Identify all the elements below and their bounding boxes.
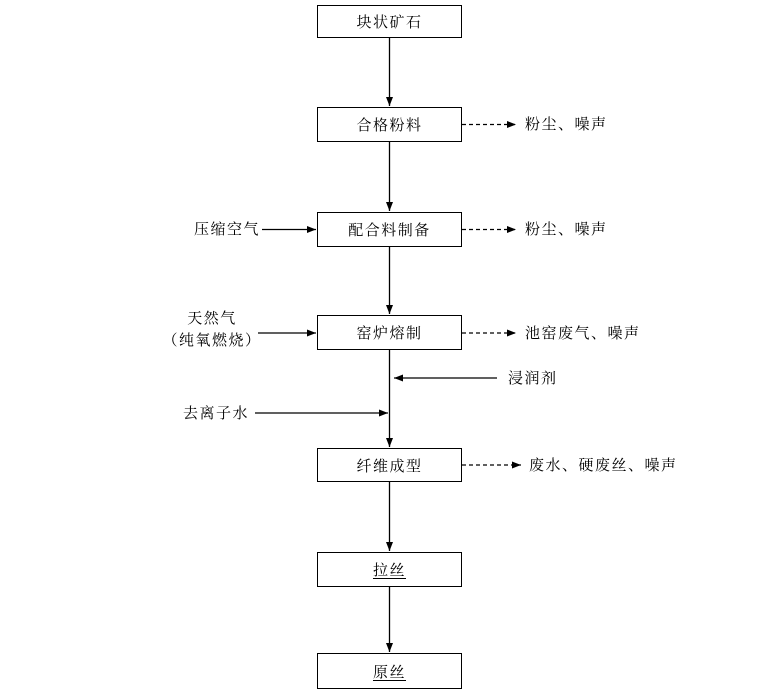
input-label-sizing-agent: 浸润剂	[508, 369, 558, 387]
emission-label-wastewater-waste-fiber-noise: 废水、硬废丝、噪声	[529, 456, 678, 474]
process-box-label: 原丝	[372, 662, 406, 681]
input-label-natural-gas	[162, 307, 262, 351]
process-box-raw-strand	[317, 653, 462, 689]
process-box-fiber-forming	[317, 448, 462, 482]
emission-label-dust-noise-1: 粉尘、噪声	[525, 115, 608, 133]
input-label-natural-gas-line2: （纯氧燃烧）	[162, 331, 262, 349]
process-box-label: 纤维成型	[356, 456, 423, 475]
input-label-compressed-air: 压缩空气	[193, 220, 260, 238]
input-label-deionized-water: 去离子水	[183, 404, 250, 422]
process-box-block-ore	[317, 5, 462, 38]
emission-label-dust-noise-2: 粉尘、噪声	[525, 220, 608, 238]
process-box-qualified-powder	[317, 107, 462, 142]
process-box-kiln-melting	[317, 315, 462, 350]
process-box-label: 块状矿石	[356, 13, 423, 31]
process-box-label: 配合料制备	[348, 221, 431, 239]
process-box-batch-preparation	[317, 212, 462, 247]
process-box-label: 合格粉料	[356, 116, 423, 134]
emission-label-kiln-exhaust-noise: 池窑废气、噪声	[525, 324, 641, 342]
process-box-drawing	[317, 552, 462, 587]
process-box-label: 拉丝	[372, 561, 406, 579]
input-label-natural-gas-line1: 天然气	[187, 309, 237, 327]
process-box-label: 窑炉熔制	[356, 324, 423, 342]
